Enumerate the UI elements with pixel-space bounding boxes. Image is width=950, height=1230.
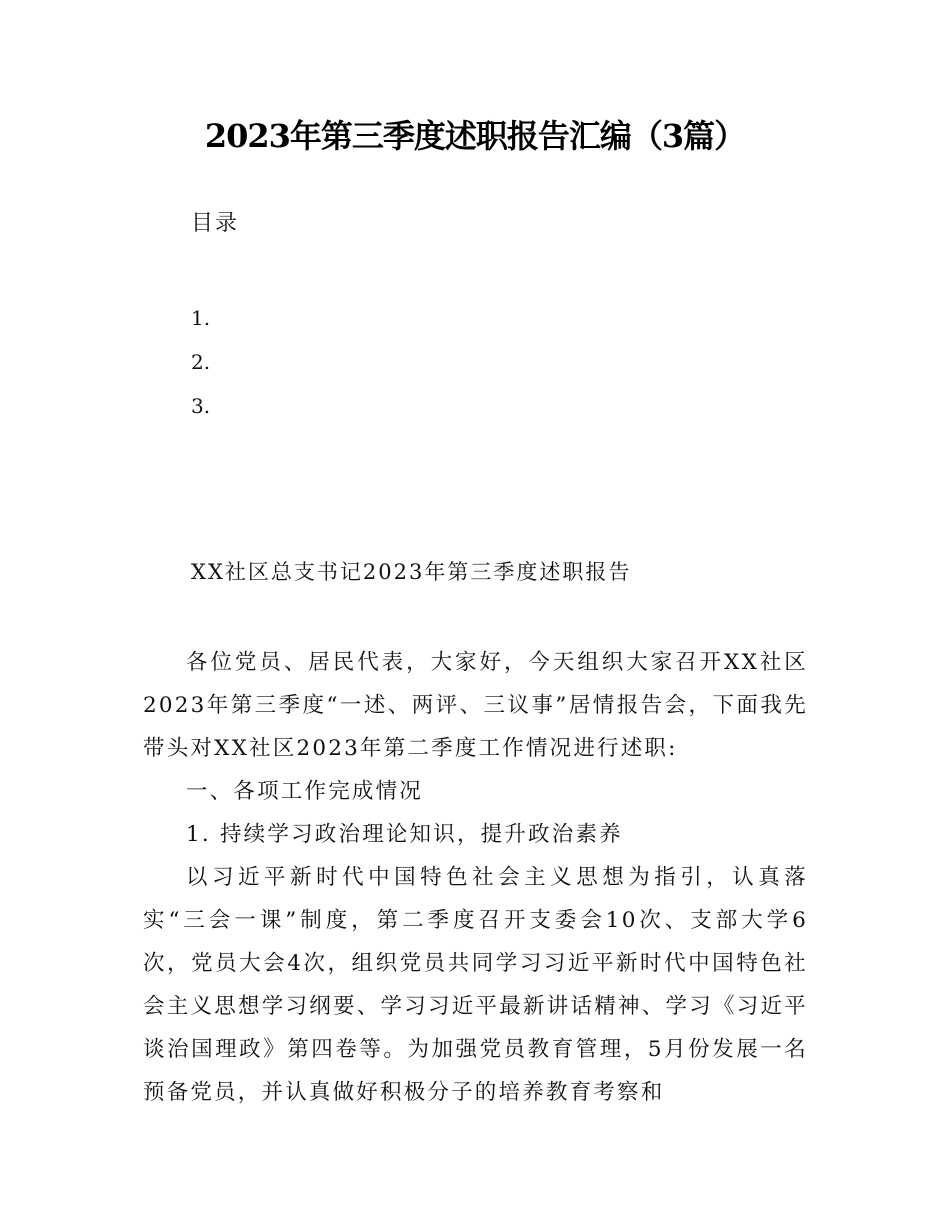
report-body [143,641,808,1114]
toc-list [191,296,210,428]
document-title: 2023年第三季度述职报告汇编（3篇） [204,117,746,155]
greeting-paragraph: 各位党员、居民代表，大家好，今天组织大家召开XX社区2023年第三季度“一述、两评、三议事”居情报告会，下面我先带头对XX社区2023年第二季度工作情况进行述职: [143,650,808,761]
section-heading: 一、各项工作完成情况 [186,779,424,804]
subsection-heading: 1. 持续学习政治理论知识，提升政治素养 [186,822,623,847]
toc-item-3[interactable]: 3. [191,394,211,418]
report-title: XX社区总支书记2023年第三季度述职报告 [191,560,632,584]
content-paragraph: 以习近平新时代中国特色社会主义思想为指引，认真落实“三会一课”制度，第二季度召开支委会10次、支部大学6次，党员大会4次，组织党员共同学习习近平新时代中国特色社会主义思想学习纲要、学习习近平最新讲话精神、学习《习近平谈治国理政》第四卷等。为加强党员教育管理，5月份发展一名预备党员，并认真做好积极分子的培养教育考察和 [143,865,808,1105]
toc-heading: 目录 [191,211,240,236]
toc-item-2[interactable]: 2. [191,350,211,374]
toc-item-1[interactable]: 1. [191,306,211,330]
